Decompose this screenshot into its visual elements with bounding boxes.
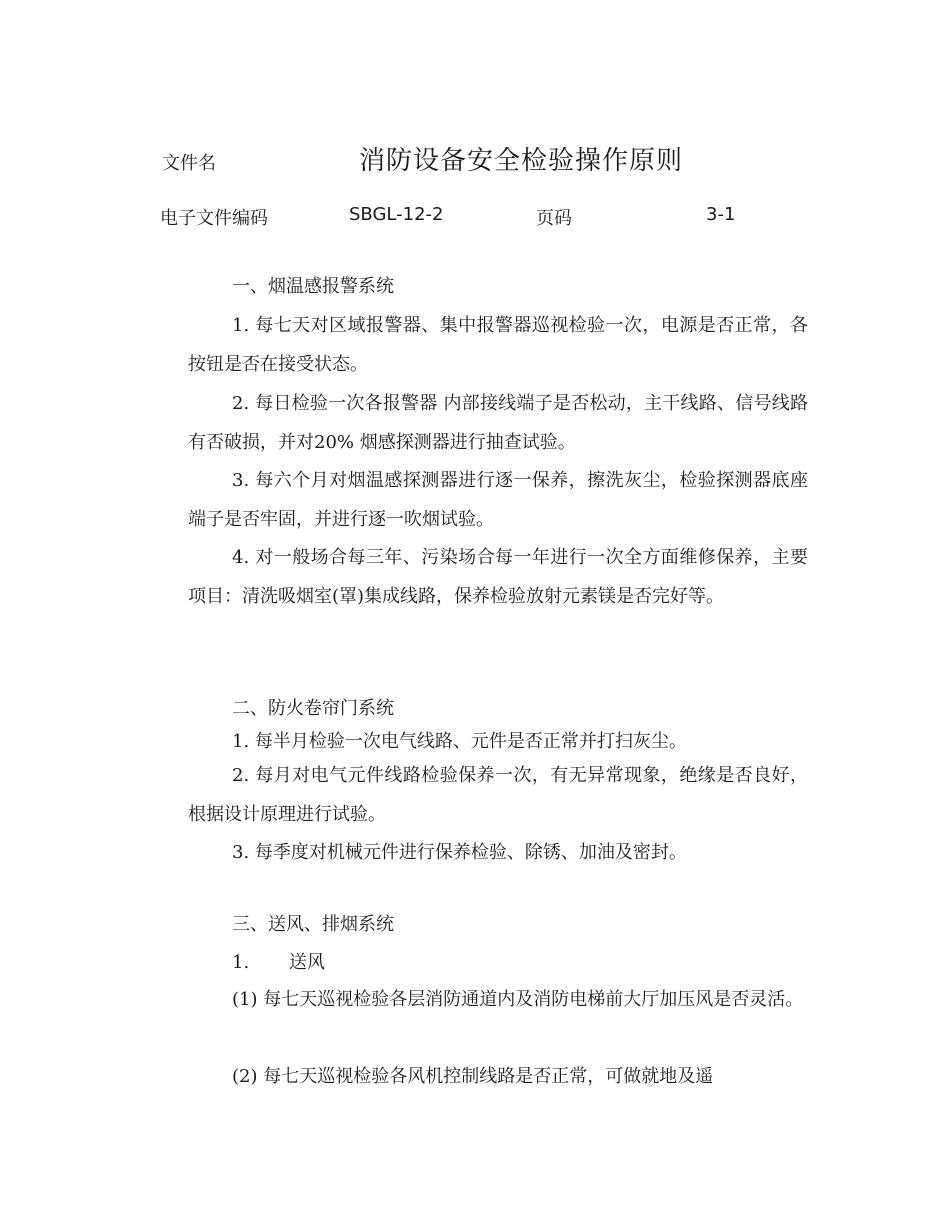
section-1-item-1: 1. 每七天对区域报警器、集中报警器巡视检验一次，电源是否正常，各按钮是否在接受状态。 xyxy=(188,315,808,375)
section-3-sub-1-number: 1. xyxy=(232,952,250,973)
section-1-heading: 一、烟温感报警系统 xyxy=(232,276,394,297)
section-2-item-3: 3. 每季度对机械元件进行保养检验、除锈、加油及密封。 xyxy=(232,842,687,863)
code-value: SBGL-12-2 xyxy=(349,204,444,225)
section-3-item-2: (2) 每七天巡视检验各风机控制线路是否正常，可做就地及遥 xyxy=(232,1066,714,1087)
section-1-item-2: 2. 每日检验一次各报警器 内部接线端子是否松动，主干线路、信号线路有否破损，并对20% 烟感探测器进行抽查试验。 xyxy=(188,393,808,453)
section-3-heading: 三、送风、排烟系统 xyxy=(232,914,394,935)
code-label: 电子文件编码 xyxy=(160,208,268,229)
file-name-label: 文件名 xyxy=(162,153,216,174)
section-1-item-3: 3. 每六个月对烟温感探测器进行逐一保养，擦洗灰尘，检验探测器底座端子是否牢固，并进行逐一吹烟试验。 xyxy=(188,470,808,530)
section-3-item-1: (1) 每七天巡视检验各层消防通道内及消防电梯前大厅加压风是否灵活。 xyxy=(232,989,804,1010)
section-3-sub-1-label: 送风 xyxy=(289,952,325,973)
section-2-item-2: 2. 每月对电气元件线路检验保养一次，有无异常现象，绝缘是否良好，根据设计原理进行试验。 xyxy=(188,765,808,825)
page-value: 3-1 xyxy=(706,204,736,225)
section-2-heading: 二、防火卷帘门系统 xyxy=(232,698,394,719)
page-label: 页码 xyxy=(536,208,572,229)
section-2-item-1: 1. 每半月检验一次电气线路、元件是否正常并打扫灰尘。 xyxy=(232,731,687,752)
section-1-item-4: 4. 对一般场合每三年、污染场合每一年进行一次全方面维修保养，主要项目：清洗吸烟室(罩)集成线路，保养检验放射元素镁是否完好等。 xyxy=(188,547,808,607)
document-title: 消防设备安全检验操作原则 xyxy=(359,146,684,176)
